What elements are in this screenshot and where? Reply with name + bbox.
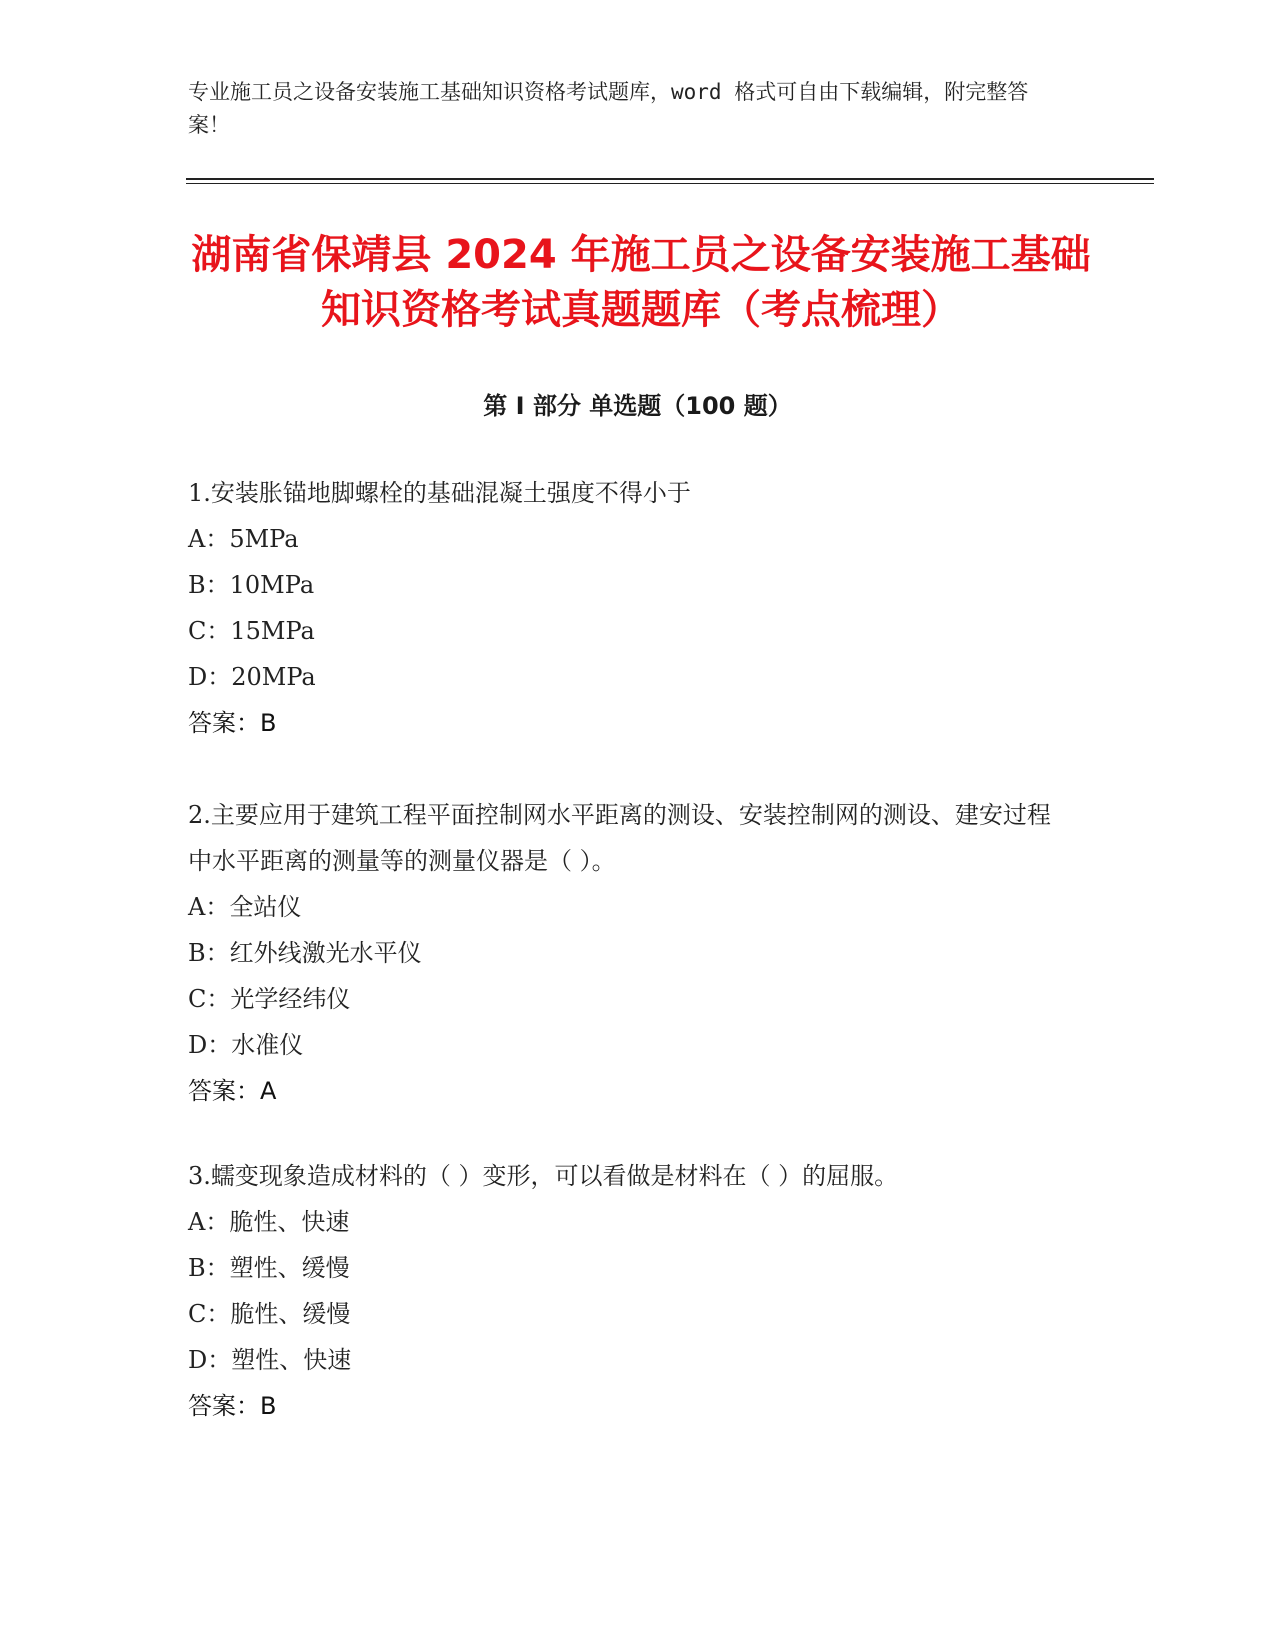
section-title: 第 I 部分 单选题（100 题） [483, 392, 792, 420]
option-d: D：水准仪 [188, 1031, 304, 1059]
answer: 答案：A [188, 1077, 277, 1105]
question-2 [188, 792, 1068, 1114]
question-3 [188, 1153, 1068, 1429]
answer: 答案：B [188, 709, 277, 737]
question-text: 2.主要应用于建筑工程平面控制网水平距离的测设、安装控制网的测设、建安过程中水平距离的测量等的测量仪器是（ ）。 [188, 801, 1051, 875]
header-divider [186, 178, 1154, 180]
option-a: A：5MPa [188, 525, 299, 553]
option-a: A：全站仪 [188, 893, 302, 921]
header-divider-thin [186, 183, 1154, 184]
option-c: C：光学经纬仪 [188, 985, 351, 1013]
question-1 [188, 470, 1068, 746]
option-c: C：15MPa [188, 617, 315, 645]
option-c: C：脆性、缓慢 [188, 1300, 351, 1328]
question-text: 1.安装胀锚地脚螺栓的基础混凝土强度不得小于 [188, 479, 691, 507]
option-d: D：20MPa [188, 663, 316, 691]
option-b: B：塑性、缓慢 [188, 1254, 350, 1282]
document-title: 湖南省保靖县 2024 年施工员之设备安装施工基础知识资格考试真题题库（考点梳理） [191, 232, 1091, 333]
option-a: A：脆性、快速 [188, 1208, 350, 1236]
option-b: B：10MPa [188, 571, 315, 599]
question-text: 3.蠕变现象造成材料的（ ）变形，可以看做是材料在（ ）的屈服。 [188, 1162, 899, 1190]
header-note: 专业施工员之设备安装施工基础知识资格考试题库，word 格式可自由下载编辑，附完整答案！ [188, 80, 1029, 137]
answer: 答案：B [188, 1392, 277, 1420]
option-b: B：红外线激光水平仪 [188, 939, 422, 967]
option-d: D：塑性、快速 [188, 1346, 352, 1374]
